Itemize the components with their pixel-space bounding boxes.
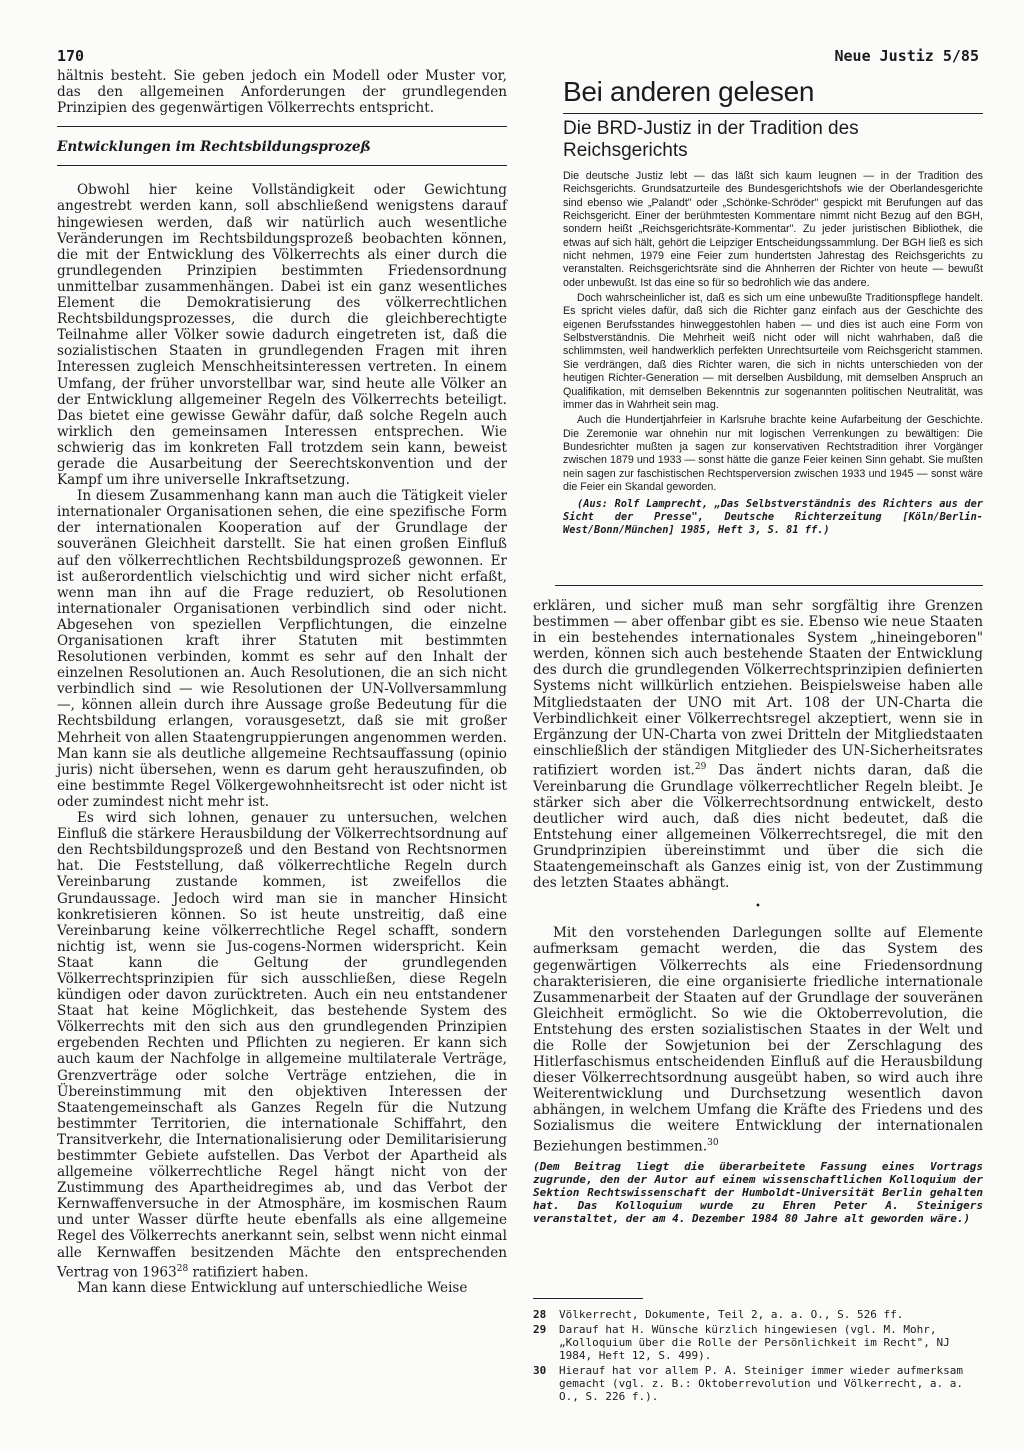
- sidebar-box: [533, 75, 983, 537]
- sidebar-bottom-rule: [555, 585, 983, 586]
- sidebar-paragraph: Die deutsche Justiz lebt — das läßt sich kaum leugnen — in der Tradition des Reichsgerichts. Grundsatzurteile des Bundesgerichtshofs wie der Oberlandesgerichte sind ebenso wie „Palandt" oder „Schönke-Schröder" gespickt mit Berufungen auf das Reichsgericht. Einer der berühmtesten Kommentare nimmt nicht Bezug auf den BGH, sondern heißt „Reichsgerichtsräte-Kommentar". Zu jeder juristischen Bibliothek, die etwas auf sich hält, gehört die Leipziger Entscheidungssammlung. Der BGH ließ es sich nicht nehmen, 1979 eine Feier zum hundertsten Jahrestag des Reichsgerichts zu veranstalten. Reichsgerichtsräte sind die Ahnherren der Richter von heute — bewußt oder unbewußt. Ist das eine so für so bedrohlich wie das andere.: [563, 170, 983, 289]
- right-column: [533, 598, 983, 1225]
- sidebar-subheading: Die BRD-Justiz in der Tradition des Reichsgerichts: [563, 118, 859, 161]
- sidebar-paragraph: Doch wahrscheinlicher ist, daß es sich um eine unbewußte Traditionspflege handelt. Es spricht vieles dafür, daß sich die Richter ganz einfach aus der Geschichte des eigenen Berufsstandes hinweggestohlen haben — und dies ist auch eine Form von Selbstverständnis. Die Mehrheit weiß nicht oder will nicht wahrhaben, daß die schlimmsten, weil handwerklich perfekten Unrechtsurteile vom Reichsgericht stammen. Sie verdrängen, daß dies Richter waren, die sich in nichts unterschieden von der heutigen Richter-Generation — mit derselben Ausbildung, mit demselben Anspruch an Qualifikation, mit demselben Bekenntnis zur sogenannten politischen Neutralität, was immer das in Wahrheit sein mag.: [563, 292, 983, 411]
- footnote: [533, 1308, 983, 1321]
- sidebar-text: [563, 170, 983, 537]
- section-heading: Entwicklungen im Rechtsbildungsprozeß: [57, 139, 371, 156]
- paragraph: [533, 925, 983, 1154]
- sidebar-rule: [563, 113, 983, 114]
- paragraph: In diesem Zusammenhang kann man auch die Tätigkeit vieler internationaler Organisationen sehen, die eine spezifische Form der internationalen Kooperation auf der Grundlage der souveränen Gleichheit darstellt. Sie hat einen großen Einfluß auf den völkerrechtlichen Rechtsbildungsprozeß gewonnen. Er ist außerordentlich vielschichtig und wird sicher nicht erfaßt, wenn man ihn auf die Frage reduziert, ob Resolutionen internationaler Organisationen verbindlich sind oder nicht. Abgesehen von speziellen Verpflichtungen, die einzelne Organisationen kraft ihrer Statuten mit bestimmten Resolutionen verbinden, kommt es sehr auf den Inhalt der einzelnen Resolutionen an. Auch Resolutionen, die an sich nicht verbindlich sind — wie Resolutionen der UN-Vollversammlung —, können allein durch ihre Aussage große Bedeutung für die Rechtsbildung erlangen, vorausgesetzt, daß sie mit großer Mehrheit von allen Staatengruppierungen angenommen werden. Man kann sie als deutliche allgemeine Rechtsauffassung (opinio juris) nicht übersehen, wenn es darum geht herauszufinden, ob eine bestimmte Regel Völkergewohnheitsrecht ist oder nicht ist oder zumindest nicht mehr ist.: [57, 488, 507, 810]
- footnote: [533, 1323, 983, 1362]
- footnote-number: 30: [533, 1364, 547, 1377]
- section-rule: [57, 126, 507, 127]
- paragraph-text: Es wird sich lohnen, genauer zu untersuchen, welchen Einfluß die stärkere Herausbildung der Völkerrechtsordnung auf den Rechtsbildungsprozeß und den Bestand von Rechtsnormen hat. Die Feststellung, daß völkerrechtliche Regeln durch Vereinbarung zustande kommen, ist zweifellos die Grundaussage. Jedoch wird man sie in mancher Hinsicht konkretisieren können. So ist heute unstreitig, daß eine Vereinbarung keine völkerrechtliche Regel schafft, sondern nichtig ist, wenn sie Jus-cogens-Normen widerspricht. Kein Staat kann die Geltung der grundlegenden Völkerrechtsprinzipien für sich ausschließen, diese Regeln kündigen oder davon zurücktreten. Auch ein neu entstandener Staat hat keine Möglichkeit, das bestehende System des Völkerrechts mit den sich aus den grundlegenden Prinzipien ergebenden Rechten und Pflichten zu negieren. Er kann sich auch kaum der Nachfolge in allgemeine multilaterale Verträge, Grenzverträge oder solche Verträge entziehen, die in Übereinstimmung mit den objektiven Interessen der Staatengemeinschaft als Ganzes Regeln für die Nutzung bestimmter Territorien, die internationale Schiffahrt, den Transitverkehr, die Internationalisierung oder Demilitarisierung bestimmter Gebiete aufstellen. Das Verbot der Apartheid als allgemeine völkerrechtliche Regel hängt nicht von der Zustimmung des Apartheidregimes ab, und das Verbot der Kernwaffenversuche in der Atmosphäre, im kosmischen Raum und unter Wasser dürfte heute ebenfalls als eine allgemeine Regel des Völkerrechts anerkannt sein, selbst wenn nicht einmal alle Kernwaffen besitzenden Mächte den entsprechenden Vertrag von 1963: [57, 810, 507, 1281]
- left-column: [57, 68, 507, 1296]
- footnote-number: 29: [533, 1323, 547, 1336]
- paragraph: [57, 810, 507, 1280]
- footnote-ref: 30: [707, 1137, 719, 1148]
- paragraph-text: Mit den vorstehenden Darlegungen sollte auf Elemente aufmerksam gemacht werden, die das System des gegenwärtigen Völkerrechts als eine Friedensordnung charakterisieren, die eine organisierte friedliche internationale Zusammenarbeit der Staaten auf der Grundlage der souveränen Gleichheit ermöglicht. So wie die Oktoberrevolution, die Entstehung des ersten sozialistischen Staates in der Welt und die Rolle der Sowjetunion bei der Zerschlagung des Hitlerfaschismus entscheidenden Einfluß auf die Herausbildung dieser Völkerrechtsordnung ausgeübt haben, so wird auch ihre Weiterentwicklung und Durchsetzung wesentlich davon abhängen, in welchem Umfang die Kräfte des Friedens und des Sozialismus die weitere Entwicklung der internationalen Beziehungen bestimmen.: [533, 925, 983, 1155]
- paragraph-text: Das ändert nichts daran, daß die Vereinbarung die Grundlage völkerrechtlicher Regeln bleibt. Je stärker sich aber die Völkerrechtsordnung entwickelt, desto deutlicher wird auch, daß dies nicht bedeutet, daß die Entstehung einer allgemeinen Völkerrechtsregel, die mit den Grundprinzipien übereinstimmt und über die sich die Staatengemeinschaft als Ganzes einig ist, von der Zustimmung des letzten Staates abhängt.: [533, 762, 983, 892]
- paragraph: hältnis besteht. Sie geben jedoch ein Modell oder Muster vor, das den allgemeinen Anforderungen der grundlegenden Prinzipien des gegenwärtigen Völkerrechts entspricht.: [57, 68, 507, 117]
- author-note: (Dem Beitrag liegt die überarbeitete Fassung eines Vortrags zugrunde, den der Autor auf einem wissenschaftlichen Kolloquium der Sektion Rechtswissenschaft der Humboldt-Universität Berlin gehalten hat. Das Kolloquium wurde zu Ehren Peter A. Steinigers veranstaltet, der am 4. Dezember 1984 80 Jahre alt geworden wäre.): [533, 1160, 983, 1226]
- footnotes: [533, 1308, 983, 1405]
- footnote: [533, 1364, 983, 1403]
- footnote-text: Darauf hat H. Wünsche kürzlich hingewiesen (vgl. M. Mohr, „Kolloquium über die Rolle der Persönlichkeit im Recht", NJ 1984, Heft 12, S. 499).: [559, 1323, 950, 1362]
- footnote-rule: [533, 1298, 643, 1299]
- section-separator: •: [755, 901, 761, 913]
- footnote-text: Völkerrecht, Dokumente, Teil 2, a. a. O., S. 526 ff.: [559, 1308, 904, 1321]
- paragraph: Obwohl hier keine Vollständigkeit oder Gewichtung angestrebt werden kann, soll abschließend wenigstens darauf hingewiesen werden, daß wir natürlich auch wesentliche Veränderungen im Rechtsbildungsprozeß beobachten können, die mit der Entwicklung des Völkerrechts als einer durch die grundlegenden Prinzipien bestimmten Friedensordnung unmittelbar zusammenhängen. Dabei ist ein ganz wesentliches Element die Demokratisierung des völkerrechtlichen Rechtsbildungsprozesses, die durch die gleichberechtigte Teilnahme aller Völker sowie dadurch eingetreten ist, daß die sozialistischen Staaten in grundlegenden Fragen mit ihren Interessen zugleich Menschheitsinteressen vertreten. In einem Umfang, der früher unvorstellbar war, sind heute alle Völker an der Entwicklung allgemeiner Regeln des Völkerrechts beteiligt. Das bietet eine gewisse Gewähr dafür, daß solche Regeln auch wirklich den gemeinsamen Interessen entsprechen. Wie schwierig das im konkreten Fall trotzdem sein kann, beweist gerade die Ausarbeitung der Seerechtskonvention und der Kampf um ihre universelle Inkraftsetzung.: [57, 182, 507, 489]
- footnote-ref: 28: [176, 1263, 189, 1274]
- footnote-text: Hierauf hat vor allem P. A. Steiniger immer wieder aufmerksam gemacht (vgl. z. B.: Oktoberrevolution und Völkerrecht, a. a. O., S. 226 f.).: [559, 1364, 963, 1403]
- paragraph-text: ratifiziert haben.: [188, 1264, 309, 1281]
- section-rule: [57, 165, 507, 166]
- page-number: 170: [57, 47, 85, 65]
- sidebar-source: (Aus: Rolf Lamprecht, „Das Selbstverständnis des Richters aus der Sicht der Presse", Deutsche Richterzeitung [Köln/Berlin-West/Bonn/München] 1985, Heft 3, S. 81 ff.): [563, 498, 983, 537]
- paragraph: [533, 598, 983, 891]
- paragraph: Man kann diese Entwicklung auf unterschiedliche Weise: [77, 1280, 468, 1297]
- footnote-ref: 29: [694, 761, 707, 772]
- paragraph-text: erklären, und sicher muß man sehr sorgfältig ihre Grenzen bestimmen — aber offenbar gibt es sie. Ebenso wie neue Staaten in ein bestehendes internationales System „hineingeboren" werden, können sich auch bestehende Staaten der Entwicklung des durch die grundlegenden Völkerrechtsprinzipien definierten Systems nicht willkürlich entziehen. Beispielsweise haben alle Mitgliedstaaten der UNO mit Art. 108 der UN-Charta die Verbindlichkeit einer Völkerrechtsregel akzeptiert, wenn sie in Ergänzung der UN-Charta von zwei Dritteln der Mitgliedstaaten einschließlich der ständigen Mitglieder des UN-Sicherheitsrates ratifiziert worden ist.: [533, 598, 983, 779]
- sidebar-paragraph: Auch die Hundertjahrfeier in Karlsruhe brachte keine Aufarbeitung der Geschichte. Die Zeremonie war ohnehin nur mit logischen Verrenkungen zu bewältigen: Die Bundesrichter mußten ja sagen zur konservativen Rechtstradition ihrer Vorgänger zwischen 1879 und 1933 — sonst hätte die ganze Feier keinen Sinn gehabt. Sie mußten nein sagen zur faschistischen Rechtsperversion zwischen 1933 und 1945 — sonst wäre die Feier ein Skandal geworden.: [563, 414, 983, 493]
- footnote-number: 28: [533, 1308, 547, 1321]
- journal-issue: Neue Justiz 5/85: [834, 47, 979, 65]
- sidebar-heading: Bei anderen gelesen: [563, 76, 815, 107]
